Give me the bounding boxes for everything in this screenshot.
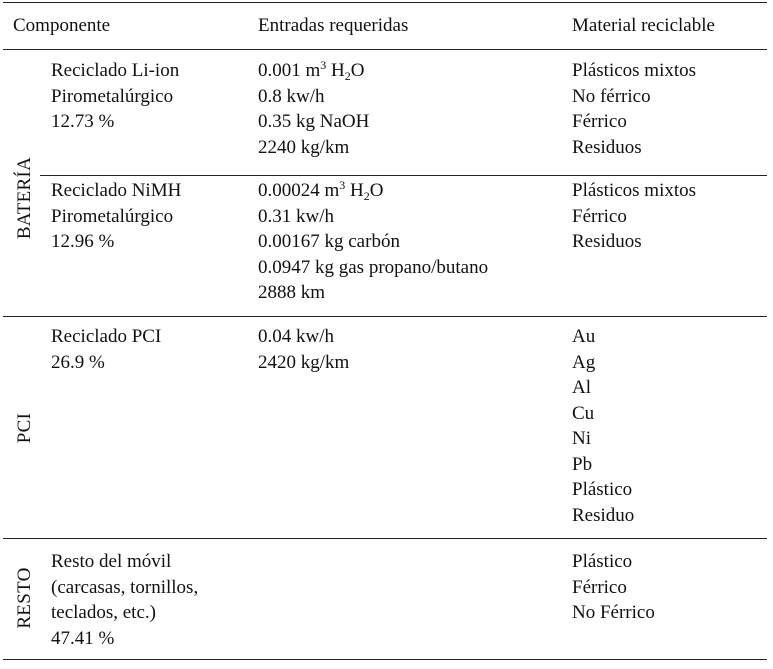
input-line: 0.35 kg NaOH	[258, 111, 370, 132]
component-line: 12.73 %	[51, 111, 115, 132]
component-cell	[51, 549, 198, 651]
material-line: Plásticos mixtos	[572, 180, 697, 201]
section-label-resto: RESTO	[14, 567, 35, 629]
component-line: Reciclado PCI	[51, 326, 162, 347]
component-line: (carcasas, tornillos,	[51, 576, 199, 598]
material-line: Plástico	[572, 551, 633, 572]
water-input: 0.001 $m^3$ $H_2O$	[258, 58, 365, 83]
bateria-pci-rule	[3, 316, 767, 317]
header-componente: Componente	[13, 15, 111, 36]
component-line: Pirometalúrgico	[51, 205, 174, 227]
component-line: Reciclado NiMH	[51, 180, 182, 201]
materials-cell	[572, 178, 696, 255]
materials-cell	[572, 549, 655, 626]
pci-resto-rule	[3, 538, 767, 539]
material-line: Ni	[572, 428, 591, 449]
material-line: No Férrico	[572, 602, 655, 623]
material-line: Férrico	[572, 576, 627, 598]
material-line: Plástico	[572, 479, 633, 500]
material-line: Residuo	[572, 504, 635, 526]
component-cell	[51, 178, 181, 255]
inputs-cell	[258, 178, 488, 306]
materials-cell	[572, 58, 696, 160]
component-line: 12.96 %	[51, 231, 115, 252]
component-cell	[51, 58, 179, 135]
material-line: Férrico	[572, 205, 627, 227]
bateria-inner-rule	[40, 175, 767, 176]
material-line: Cu	[572, 402, 595, 424]
material-line: Residuos	[572, 231, 642, 252]
input-line: 0.04 kw/h	[258, 326, 334, 347]
input-line: 2240 kg/km	[258, 136, 350, 158]
materials-cell	[572, 324, 634, 528]
section-label-pci: PCI	[14, 412, 35, 444]
component-line: teclados, etc.)	[51, 602, 156, 623]
component-line: 47.41 %	[51, 627, 115, 649]
material-line: Al	[572, 377, 591, 398]
bottom-rule	[3, 659, 767, 660]
component-line: Pirometalúrgico	[51, 85, 174, 107]
input-line: 2420 kg/km	[258, 351, 350, 373]
top-rule	[3, 2, 767, 3]
inputs-cell	[258, 324, 349, 375]
input-line: 0.0947 kg gas propano/butano	[258, 256, 489, 278]
material-line: Plásticos mixtos	[572, 60, 697, 81]
header-material: Material reciclable	[572, 15, 715, 36]
component-cell	[51, 324, 161, 375]
section-label-bateria: BATERÍA	[14, 156, 35, 240]
material-line: Au	[572, 326, 596, 347]
header-entradas: Entradas requeridas	[258, 15, 409, 36]
inputs-cell	[258, 58, 369, 160]
material-line: Férrico	[572, 111, 627, 132]
component-line: Reciclado Li-ion	[51, 60, 180, 81]
header-rule	[3, 49, 767, 50]
input-line: 2888 km	[258, 282, 326, 303]
water-input: 0.00024 $m^3$ $H_2O$	[258, 178, 384, 203]
material-line: No férrico	[572, 85, 651, 107]
material-line: Residuos	[572, 136, 642, 158]
material-line: Pb	[572, 453, 593, 475]
input-line: 0.00167 kg carbón	[258, 231, 400, 252]
material-line: Ag	[572, 351, 596, 373]
input-line: 0.8 kw/h	[258, 85, 325, 107]
component-line: Resto del móvil	[51, 551, 172, 572]
component-line: 26.9 %	[51, 351, 105, 373]
input-line: 0.31 kw/h	[258, 205, 334, 227]
